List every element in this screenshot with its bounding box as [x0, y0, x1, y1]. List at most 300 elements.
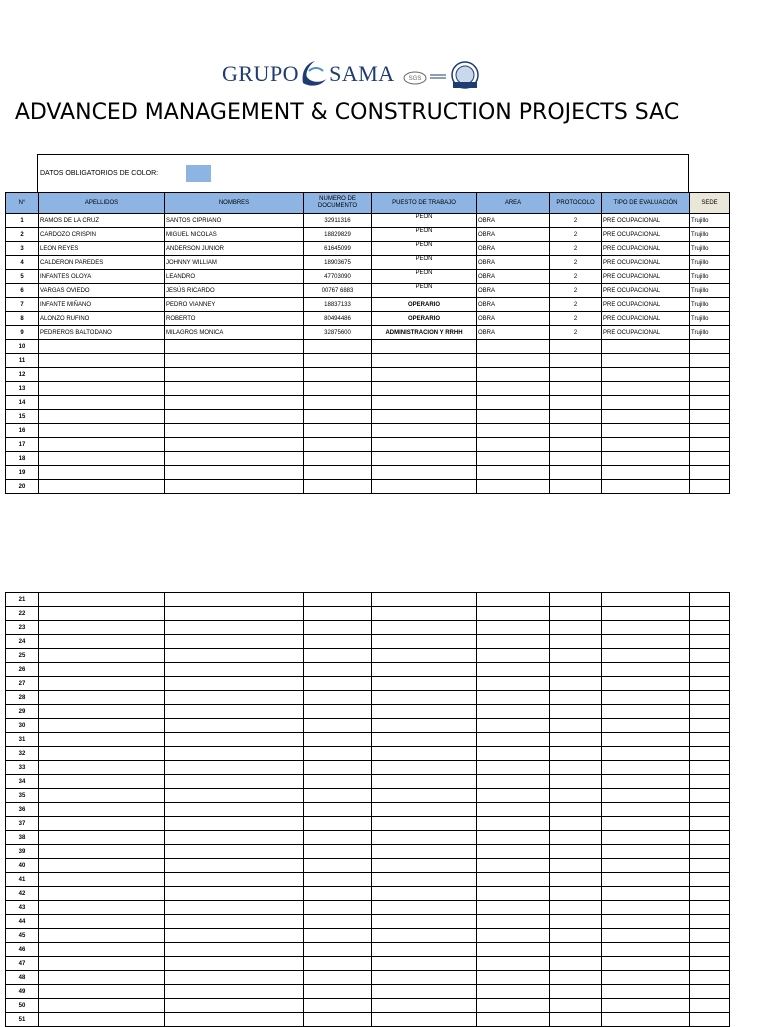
- empty-cell: [550, 663, 602, 677]
- empty-cell: [550, 761, 602, 775]
- cell-tipo-evaluacion: PRE OCUPACIONAL: [602, 242, 690, 256]
- empty-cell: [304, 621, 372, 635]
- empty-cell: [477, 691, 550, 705]
- empty-cell: [39, 733, 165, 747]
- empty-cell: [550, 452, 602, 466]
- empty-cell: [372, 803, 477, 817]
- empty-cell: [165, 649, 304, 663]
- empty-cell: [690, 466, 730, 480]
- table-row: [6, 747, 730, 761]
- cell-apellidos: VARGAS OVIEDO: [39, 284, 165, 298]
- empty-cell: [39, 999, 165, 1013]
- row-number: 35: [6, 789, 39, 803]
- empty-cell: [550, 817, 602, 831]
- empty-cell: [165, 340, 304, 354]
- empty-cell: [477, 859, 550, 873]
- empty-cell: [690, 607, 730, 621]
- table-row: [6, 929, 730, 943]
- empty-cell: [372, 396, 477, 410]
- empty-cell: [690, 901, 730, 915]
- empty-cell: [690, 705, 730, 719]
- table-row: [6, 424, 730, 438]
- cell-nombres: SANTOS CIPRIANO: [165, 214, 304, 228]
- empty-cell: [550, 354, 602, 368]
- empty-cell: [304, 747, 372, 761]
- table-row: [6, 410, 730, 424]
- cell-apellidos: ALONZO RUFINO: [39, 312, 165, 326]
- empty-cell: [372, 354, 477, 368]
- empty-cell: [477, 340, 550, 354]
- cell-protocolo: 2: [550, 298, 602, 312]
- empty-cell: [372, 887, 477, 901]
- empty-cell: [690, 621, 730, 635]
- table-row: [6, 733, 730, 747]
- empty-cell: [304, 929, 372, 943]
- empty-cell: [550, 438, 602, 452]
- empty-cell: [39, 382, 165, 396]
- empty-cell: [165, 719, 304, 733]
- empty-cell: [39, 368, 165, 382]
- empty-cell: [165, 873, 304, 887]
- empty-cell: [304, 466, 372, 480]
- empty-cell: [550, 747, 602, 761]
- cell-puesto: OPERARIO: [372, 312, 477, 326]
- empty-cell: [477, 1013, 550, 1027]
- empty-cell: [602, 424, 690, 438]
- empty-cell: [372, 789, 477, 803]
- empty-cell: [477, 957, 550, 971]
- cell-puesto: ADMINISTRACION Y RRHH: [372, 326, 477, 340]
- empty-cell: [602, 957, 690, 971]
- table-row: [6, 957, 730, 971]
- empty-cell: [550, 789, 602, 803]
- empty-cell: [304, 607, 372, 621]
- empty-cell: [304, 396, 372, 410]
- empty-cell: [602, 621, 690, 635]
- row-number: 23: [6, 621, 39, 635]
- empty-cell: [690, 368, 730, 382]
- empty-cell: [550, 480, 602, 494]
- row-number: 22: [6, 607, 39, 621]
- empty-cell: [690, 480, 730, 494]
- empty-cell: [602, 340, 690, 354]
- empty-cell: [39, 649, 165, 663]
- empty-cell: [690, 943, 730, 957]
- cell-apellidos: CALDERON PAREDES: [39, 256, 165, 270]
- empty-cell: [39, 691, 165, 705]
- row-number: 18: [6, 452, 39, 466]
- empty-cell: [477, 452, 550, 466]
- cell-puesto: PEON: [372, 242, 477, 256]
- empty-cell: [602, 719, 690, 733]
- cell-documento: 47703090: [304, 270, 372, 284]
- row-number: 11: [6, 354, 39, 368]
- empty-cell: [165, 424, 304, 438]
- required-color-swatch: [186, 165, 211, 182]
- empty-cell: [304, 873, 372, 887]
- empty-cell: [304, 803, 372, 817]
- empty-cell: [165, 663, 304, 677]
- empty-cell: [372, 340, 477, 354]
- row-number: 28: [6, 691, 39, 705]
- logo-brand-right: SAMA: [329, 61, 395, 86]
- cell-puesto: PEON: [372, 256, 477, 270]
- cell-protocolo: 2: [550, 326, 602, 340]
- empty-cell: [550, 677, 602, 691]
- empty-cell: [690, 803, 730, 817]
- empty-cell: [690, 438, 730, 452]
- empty-cell: [39, 817, 165, 831]
- table-row: [6, 789, 730, 803]
- header-sede: SEDE: [690, 193, 730, 214]
- empty-cell: [690, 845, 730, 859]
- empty-cell: [550, 649, 602, 663]
- empty-cell: [304, 943, 372, 957]
- empty-cell: [304, 438, 372, 452]
- empty-cell: [39, 887, 165, 901]
- cell-apellidos: INFANTES OLOYA: [39, 270, 165, 284]
- cell-nombres: PEDRO VIANNEY: [165, 298, 304, 312]
- empty-cell: [304, 719, 372, 733]
- cell-apellidos: PEDREROS BALTODANO: [39, 326, 165, 340]
- empty-cell: [39, 845, 165, 859]
- empty-cell: [690, 410, 730, 424]
- empty-cell: [304, 999, 372, 1013]
- empty-cell: [372, 733, 477, 747]
- row-number: 46: [6, 943, 39, 957]
- empty-cell: [550, 1013, 602, 1027]
- empty-cell: [165, 396, 304, 410]
- cell-area: OBRA: [477, 256, 550, 270]
- empty-cell: [165, 901, 304, 915]
- empty-cell: [39, 957, 165, 971]
- empty-cell: [165, 957, 304, 971]
- empty-cell: [372, 817, 477, 831]
- empty-cell: [477, 789, 550, 803]
- row-number: 32: [6, 747, 39, 761]
- empty-cell: [602, 887, 690, 901]
- cell-documento: 18837133: [304, 298, 372, 312]
- empty-cell: [602, 452, 690, 466]
- empty-cell: [165, 621, 304, 635]
- empty-cell: [165, 410, 304, 424]
- cell-protocolo: 2: [550, 284, 602, 298]
- cell-sede: Trujillo: [690, 312, 730, 326]
- empty-cell: [304, 691, 372, 705]
- empty-cell: [477, 817, 550, 831]
- empty-cell: [690, 985, 730, 999]
- empty-cell: [550, 929, 602, 943]
- empty-cell: [39, 985, 165, 999]
- table-row: [6, 649, 730, 663]
- empty-cell: [550, 410, 602, 424]
- empty-cell: [690, 831, 730, 845]
- table-row: [6, 452, 730, 466]
- table-row: [6, 635, 730, 649]
- empty-cell: [165, 985, 304, 999]
- empty-cell: [372, 607, 477, 621]
- row-number: 34: [6, 775, 39, 789]
- empty-cell: [477, 943, 550, 957]
- empty-cell: [372, 621, 477, 635]
- empty-cell: [165, 859, 304, 873]
- empty-cell: [690, 929, 730, 943]
- empty-cell: [304, 915, 372, 929]
- table-row: [6, 677, 730, 691]
- empty-cell: [602, 915, 690, 929]
- empty-cell: [477, 607, 550, 621]
- empty-cell: [550, 635, 602, 649]
- empty-cell: [690, 859, 730, 873]
- empty-cell: [477, 410, 550, 424]
- cell-tipo-evaluacion: PRE OCUPACIONAL: [602, 228, 690, 242]
- cell-area: OBRA: [477, 242, 550, 256]
- empty-cell: [477, 719, 550, 733]
- empty-cell: [602, 901, 690, 915]
- empty-cell: [39, 354, 165, 368]
- empty-cell: [165, 929, 304, 943]
- empty-cell: [690, 775, 730, 789]
- empty-cell: [477, 424, 550, 438]
- empty-cell: [690, 649, 730, 663]
- table-row: [6, 214, 730, 228]
- row-number: 16: [6, 424, 39, 438]
- empty-cell: [550, 915, 602, 929]
- cell-nombres: ROBERTO: [165, 312, 304, 326]
- empty-cell: [39, 775, 165, 789]
- empty-cell: [304, 901, 372, 915]
- empty-cell: [690, 635, 730, 649]
- empty-cell: [304, 649, 372, 663]
- cell-area: OBRA: [477, 326, 550, 340]
- empty-cell: [477, 999, 550, 1013]
- cell-nombres: JOHNNY WILLIAM: [165, 256, 304, 270]
- empty-cell: [550, 859, 602, 873]
- cell-sede: Trujillo: [690, 326, 730, 340]
- empty-cell: [602, 803, 690, 817]
- empty-cell: [304, 593, 372, 607]
- empty-cell: [477, 649, 550, 663]
- required-color-box: [37, 154, 689, 192]
- header-puesto: PUESTO DE TRABAJO: [372, 193, 477, 214]
- empty-cell: [602, 747, 690, 761]
- empty-cell: [477, 382, 550, 396]
- empty-cell: [39, 635, 165, 649]
- empty-cell: [550, 845, 602, 859]
- sgs-badge-text: SGS: [408, 76, 421, 82]
- empty-cell: [304, 775, 372, 789]
- empty-cell: [477, 887, 550, 901]
- empty-cell: [602, 761, 690, 775]
- row-number: 40: [6, 859, 39, 873]
- empty-cell: [372, 985, 477, 999]
- cell-tipo-evaluacion: PRE OCUPACIONAL: [602, 214, 690, 228]
- empty-cell: [39, 929, 165, 943]
- empty-cell: [165, 971, 304, 985]
- cell-tipo-evaluacion: PRE OCUPACIONAL: [602, 312, 690, 326]
- empty-cell: [165, 438, 304, 452]
- empty-cell: [550, 887, 602, 901]
- empty-cell: [39, 789, 165, 803]
- empty-cell: [372, 971, 477, 985]
- empty-cell: [39, 831, 165, 845]
- empty-cell: [165, 775, 304, 789]
- table-row: [6, 298, 730, 312]
- cell-apellidos: LEON REYES: [39, 242, 165, 256]
- empty-cell: [550, 985, 602, 999]
- company-logo: [222, 56, 483, 92]
- cell-tipo-evaluacion: PRE OCUPACIONAL: [602, 298, 690, 312]
- table-row: [6, 466, 730, 480]
- empty-cell: [304, 354, 372, 368]
- table-row: [6, 312, 730, 326]
- empty-cell: [550, 705, 602, 719]
- empty-cell: [39, 761, 165, 775]
- empty-cell: [690, 971, 730, 985]
- empty-cell: [477, 635, 550, 649]
- empty-cell: [550, 733, 602, 747]
- row-number: 9: [6, 326, 39, 340]
- empty-cell: [39, 915, 165, 929]
- empty-cell: [477, 705, 550, 719]
- empty-cell: [602, 593, 690, 607]
- empty-cell: [477, 971, 550, 985]
- table-row: [6, 775, 730, 789]
- logo-brand-left: GRUPO: [222, 61, 300, 86]
- empty-cell: [602, 663, 690, 677]
- empty-cell: [304, 635, 372, 649]
- table-row: [6, 817, 730, 831]
- cell-documento: 18903675: [304, 256, 372, 270]
- empty-cell: [550, 775, 602, 789]
- row-number: 15: [6, 410, 39, 424]
- row-number: 48: [6, 971, 39, 985]
- empty-cell: [372, 999, 477, 1013]
- cell-nombres: JESÚS RICARDO: [165, 284, 304, 298]
- empty-cell: [39, 943, 165, 957]
- empty-cell: [39, 424, 165, 438]
- empty-cell: [39, 901, 165, 915]
- table-row: [6, 999, 730, 1013]
- empty-cell: [372, 635, 477, 649]
- cell-area: OBRA: [477, 284, 550, 298]
- empty-cell: [165, 733, 304, 747]
- empty-cell: [602, 845, 690, 859]
- empty-cell: [477, 929, 550, 943]
- empty-cell: [477, 747, 550, 761]
- cell-nombres: MIGUEL NICOLAS: [165, 228, 304, 242]
- empty-cell: [477, 901, 550, 915]
- empty-cell: [304, 705, 372, 719]
- required-color-label: DATOS OBLIGATORIOS DE COLOR:: [40, 170, 159, 177]
- cell-sede: Trujillo: [690, 270, 730, 284]
- empty-cell: [477, 438, 550, 452]
- row-number: 39: [6, 845, 39, 859]
- cell-sede: Trujillo: [690, 214, 730, 228]
- cell-apellidos: INFANTE MIÑANO: [39, 298, 165, 312]
- header-apellidos: APELLIDOS: [39, 193, 165, 214]
- empty-cell: [550, 593, 602, 607]
- header-area: AREA: [477, 193, 550, 214]
- table-row: [6, 1013, 730, 1027]
- row-number: 17: [6, 438, 39, 452]
- row-number: 2: [6, 228, 39, 242]
- row-number: 14: [6, 396, 39, 410]
- table-row: [6, 971, 730, 985]
- table-row: [6, 663, 730, 677]
- row-number: 6: [6, 284, 39, 298]
- empty-cell: [372, 593, 477, 607]
- empty-cell: [372, 466, 477, 480]
- empty-cell: [372, 873, 477, 887]
- empty-cell: [165, 845, 304, 859]
- empty-cell: [165, 705, 304, 719]
- empty-cell: [477, 663, 550, 677]
- empty-cell: [39, 747, 165, 761]
- cell-nombres: ANDERSON JUNIOR: [165, 242, 304, 256]
- table-row: [6, 256, 730, 270]
- header-nombres: NOMBRES: [165, 193, 304, 214]
- empty-cell: [372, 901, 477, 915]
- empty-cell: [372, 649, 477, 663]
- cell-sede: Trujillo: [690, 256, 730, 270]
- cell-apellidos: RAMOS DE LA CRUZ: [39, 214, 165, 228]
- empty-cell: [690, 340, 730, 354]
- empty-cell: [304, 1013, 372, 1027]
- empty-cell: [372, 480, 477, 494]
- cell-documento: 32875600: [304, 326, 372, 340]
- cell-documento: 00767 6883: [304, 284, 372, 298]
- empty-cell: [372, 410, 477, 424]
- row-number: 27: [6, 677, 39, 691]
- table-row: [6, 340, 730, 354]
- cell-tipo-evaluacion: PRE OCUPACIONAL: [602, 326, 690, 340]
- row-number: 45: [6, 929, 39, 943]
- empty-cell: [372, 677, 477, 691]
- empty-cell: [550, 607, 602, 621]
- empty-cell: [477, 831, 550, 845]
- page-title: ADVANCED MANAGEMENT & CONSTRUCTION PROJECTS SAC: [14, 100, 680, 125]
- cell-puesto: PEON: [372, 214, 477, 228]
- table-row: [6, 621, 730, 635]
- row-number: 10: [6, 340, 39, 354]
- row-number: 5: [6, 270, 39, 284]
- row-number: 25: [6, 649, 39, 663]
- empty-cell: [690, 789, 730, 803]
- empty-cell: [304, 410, 372, 424]
- empty-cell: [165, 943, 304, 957]
- empty-cell: [372, 719, 477, 733]
- row-number: 42: [6, 887, 39, 901]
- empty-cell: [39, 340, 165, 354]
- empty-cell: [372, 859, 477, 873]
- empty-cell: [550, 396, 602, 410]
- empty-cell: [550, 719, 602, 733]
- empty-cell: [39, 466, 165, 480]
- table-row: [6, 691, 730, 705]
- table-row: [6, 719, 730, 733]
- empty-cell: [39, 1013, 165, 1027]
- cell-apellidos: CARDOZO CRISPIN: [39, 228, 165, 242]
- empty-cell: [550, 382, 602, 396]
- cell-tipo-evaluacion: PRE OCUPACIONAL: [602, 256, 690, 270]
- empty-cell: [39, 621, 165, 635]
- empty-cell: [165, 607, 304, 621]
- cell-area: OBRA: [477, 312, 550, 326]
- empty-cell: [165, 466, 304, 480]
- empty-cell: [602, 396, 690, 410]
- empty-cell: [690, 957, 730, 971]
